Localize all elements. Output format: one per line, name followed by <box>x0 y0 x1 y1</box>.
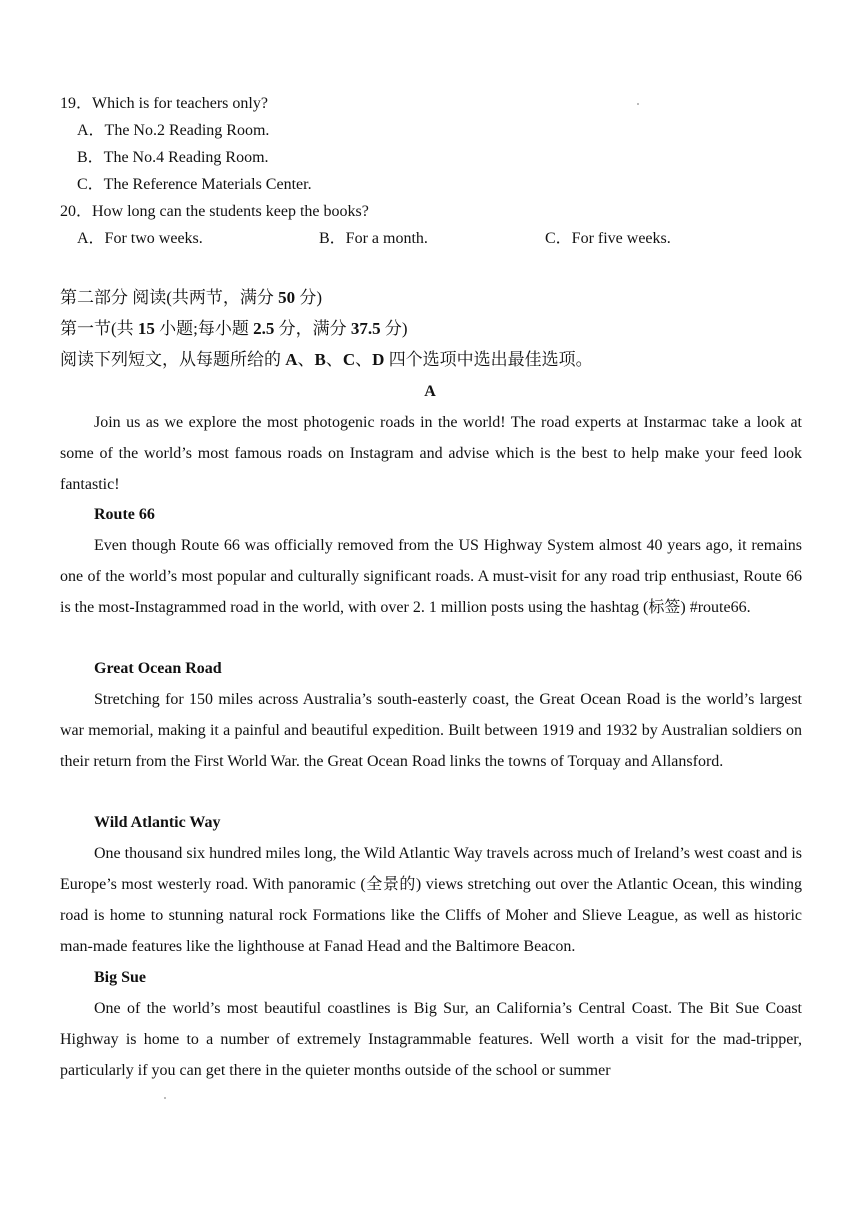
q19-option-b: B．The No.4 Reading Room. <box>77 149 269 166</box>
instructions-letter-b: B <box>314 350 326 369</box>
instructions-pre: 阅读下列短文，从每题所给的 <box>60 350 286 369</box>
subsection-mid1: 小题;每小题 <box>154 319 254 338</box>
passage-label: A <box>424 383 436 400</box>
instructions-letter-a: A <box>285 350 298 369</box>
subsection-mid2: 分，满分 <box>274 319 351 338</box>
scan-speck <box>164 1097 166 1099</box>
subsection-heading <box>60 319 408 339</box>
part-heading <box>60 288 322 308</box>
part-heading-post: 分) <box>295 288 323 307</box>
instructions-letter-d: D <box>372 350 385 369</box>
instructions-sep: 、 <box>355 350 373 369</box>
instructions-letter-c: C <box>342 350 356 369</box>
q20-option-c: C．For five weeks. <box>545 230 671 247</box>
subsection-count: 15 <box>137 319 155 338</box>
instructions-sep: 、 <box>297 350 315 369</box>
question-20: 20．How long can the students keep the books? <box>60 203 369 220</box>
subsection-post: 分) <box>380 319 408 338</box>
road-text-great-ocean-road: Stretching for 150 miles across Australia’s south-easterly coast, the Great Ocean Road is the world’s largest war memorial, making it a painful and beautiful expedition. Built between 1919 and 1932 by Australian soldiers on their return from the First World War. the Great Ocean Road links the towns of Torquay and Allansford. <box>60 691 802 770</box>
subsection-pre: 第一节(共 <box>60 319 138 338</box>
subsection-each-score: 2.5 <box>253 319 275 338</box>
passage-intro: Join us as we explore the most photogenic roads in the world! The road experts at Instarmac take a look at some of the world’s most famous roads on Instagram and advise which is the best to help make your feed look fantastic! <box>60 414 802 493</box>
road-title-route-66: Route 66 <box>94 506 155 523</box>
instructions <box>60 350 593 370</box>
road-title-great-ocean-road: Great Ocean Road <box>94 660 222 677</box>
road-title-wild-atlantic-way: Wild Atlantic Way <box>94 814 221 831</box>
q19-option-c: C．The Reference Materials Center. <box>77 176 312 193</box>
q19-option-a: A．The No.2 Reading Room. <box>77 122 270 139</box>
q20-option-b: B．For a month. <box>319 230 428 247</box>
instructions-sep: 、 <box>325 350 343 369</box>
part-heading-pre: 第二部分 阅读(共两节，满分 <box>60 288 279 307</box>
part-heading-score: 50 <box>278 288 296 307</box>
road-title-big-sue: Big Sue <box>94 969 147 986</box>
road-text-big-sue: One of the world’s most beautiful coastlines is Big Sur, an California’s Central Coast. The Bit Sue Coast Highway is home to a number of extremely Instagrammable features. Well worth a visit for the mad-tripper, particularly if you can get there in the quieter months outside of the school or summer <box>60 1000 802 1079</box>
subsection-total-score: 37.5 <box>350 319 381 338</box>
road-text-route-66: Even though Route 66 was officially removed from the US Highway System almost 40 years ago, it remains one of the world’s most popular and culturally significant roads. A must-visit for any road trip enthusiast, Route 66 is the most-Instagrammed road in the world, with over 2. 1 million posts using the hashtag (标签) #route66. <box>60 537 802 616</box>
question-19: 19．Which is for teachers only? <box>60 95 268 112</box>
road-text-wild-atlantic-way: One thousand six hundred miles long, the Wild Atlantic Way travels across much of Ireland’s west coast and is Europe’s most westerly road. With panoramic (全景的) views stretching out over the Atlantic Ocean, this winding road is home to stunning natural rock Formations like the Cliffs of Moher and Slieve League, as well as historic man-made features like the lighthouse at Fanad Head and the Baltimore Beacon. <box>60 845 802 955</box>
q20-option-a: A．For two weeks. <box>77 230 203 247</box>
instructions-post: 四个选项中选出最佳选项。 <box>384 350 593 369</box>
scan-speck <box>637 103 639 105</box>
